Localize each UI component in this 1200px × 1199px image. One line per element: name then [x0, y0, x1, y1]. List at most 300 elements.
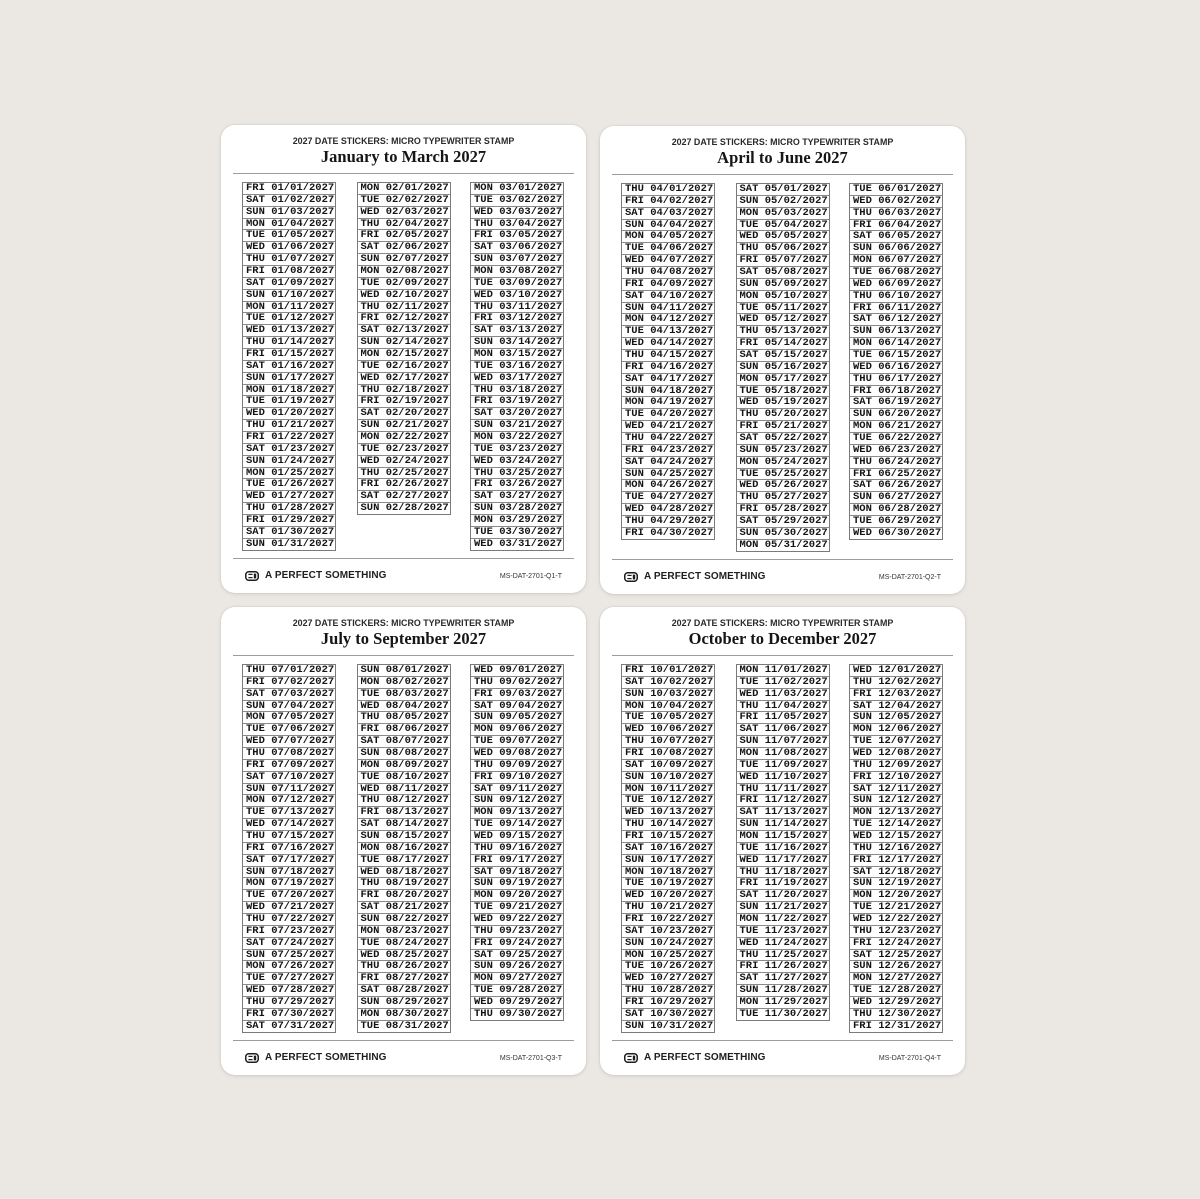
date-sticker: TUE 08/31/2027: [358, 1020, 450, 1032]
date-sticker: WED 03/10/2027: [471, 289, 563, 301]
date-sticker: SAT 07/03/2027: [243, 688, 335, 700]
month-column: [357, 664, 451, 1033]
date-sticker: SAT 03/27/2027: [471, 490, 563, 502]
date-sticker: SUN 05/16/2027: [737, 361, 829, 373]
date-sticker: MON 12/06/2027: [850, 723, 942, 735]
date-sticker: WED 06/23/2027: [850, 444, 942, 456]
date-sticker: WED 10/27/2027: [622, 972, 714, 984]
date-sticker: WED 07/28/2027: [243, 984, 335, 996]
date-sticker: MON 07/19/2027: [243, 877, 335, 889]
date-sticker: THU 06/24/2027: [850, 456, 942, 468]
date-sticker: SAT 06/19/2027: [850, 396, 942, 408]
sticker-sheet-q4: [600, 607, 965, 1075]
date-sticker: FRI 02/19/2027: [358, 395, 450, 407]
date-sticker: TUE 01/19/2027: [243, 395, 335, 407]
date-sticker: THU 01/14/2027: [243, 336, 335, 348]
date-sticker: MON 01/11/2027: [243, 301, 335, 313]
date-sticker: TUE 02/16/2027: [358, 360, 450, 372]
date-sticker: MON 11/01/2027: [739, 665, 828, 676]
date-sticker: WED 02/24/2027: [358, 455, 450, 467]
date-sticker: WED 08/25/2027: [358, 949, 450, 961]
date-sticker: THU 10/21/2027: [622, 901, 714, 913]
date-sticker: THU 04/01/2027: [625, 184, 714, 195]
date-sticker: TUE 05/25/2027: [737, 468, 829, 480]
month-column: [849, 664, 943, 1033]
date-sticker: THU 12/09/2027: [850, 759, 942, 771]
date-sticker: TUE 01/26/2027: [243, 478, 335, 490]
date-sticker: SUN 10/24/2027: [622, 937, 714, 949]
date-sticker: WED 11/10/2027: [737, 771, 829, 783]
date-sticker: SUN 03/07/2027: [471, 253, 563, 265]
date-sticker: TUE 04/13/2027: [622, 325, 714, 337]
date-sticker: SUN 01/24/2027: [243, 455, 335, 467]
date-sticker: SAT 01/16/2027: [243, 360, 335, 372]
date-sticker: SUN 09/12/2027: [471, 794, 563, 806]
date-sticker: FRI 02/26/2027: [358, 478, 450, 490]
date-sticker: TUE 12/28/2027: [850, 984, 942, 996]
date-sticker: FRI 08/13/2027: [358, 806, 450, 818]
date-sticker: WED 10/13/2027: [622, 806, 714, 818]
date-sticker: TUE 12/07/2027: [850, 735, 942, 747]
date-sticker: SUN 10/31/2027: [622, 1020, 714, 1032]
date-sticker: SAT 11/27/2027: [737, 972, 829, 984]
date-sticker: SAT 07/31/2027: [243, 1020, 335, 1032]
sku-code: MS-DAT-2701-Q2-T: [878, 574, 941, 581]
date-sticker: WED 09/29/2027: [471, 996, 563, 1008]
date-sticker: FRI 01/29/2027: [243, 514, 335, 526]
date-sticker: SUN 04/04/2027: [622, 219, 714, 231]
date-sticker: TUE 07/06/2027: [243, 723, 335, 735]
date-sticker: FRI 11/26/2027: [737, 960, 829, 972]
date-sticker: SUN 03/14/2027: [471, 336, 563, 348]
date-sticker: TUE 10/05/2027: [622, 711, 714, 723]
date-sticker: SAT 10/02/2027: [622, 676, 714, 688]
brand-name: A PERFECT SOMETHING: [265, 1052, 387, 1063]
divider: [612, 655, 953, 656]
date-sticker: TUE 07/20/2027: [243, 889, 335, 901]
date-sticker: MON 05/10/2027: [737, 290, 829, 302]
date-sticker: TUE 09/07/2027: [471, 735, 563, 747]
date-sticker: FRI 06/11/2027: [850, 302, 942, 314]
date-sticker: MON 02/15/2027: [358, 348, 450, 360]
date-sticker: FRI 02/12/2027: [358, 312, 450, 324]
date-sticker: SAT 10/23/2027: [622, 925, 714, 937]
date-sticker: THU 05/20/2027: [737, 408, 829, 420]
date-sticker: WED 07/07/2027: [243, 735, 335, 747]
date-sticker: SAT 05/15/2027: [737, 349, 829, 361]
date-sticker: SUN 07/25/2027: [243, 949, 335, 961]
date-sticker: FRI 04/02/2027: [622, 195, 714, 207]
date-sticker: FRI 07/23/2027: [243, 925, 335, 937]
date-sticker: TUE 05/18/2027: [737, 385, 829, 397]
date-sticker: WED 02/17/2027: [358, 372, 450, 384]
date-sticker: MON 05/31/2027: [737, 539, 829, 551]
date-sticker: SUN 09/26/2027: [471, 960, 563, 972]
date-sticker: FRI 08/27/2027: [358, 972, 450, 984]
date-sticker: TUE 09/21/2027: [471, 901, 563, 913]
date-sticker: FRI 03/12/2027: [471, 312, 563, 324]
brand-logo-icon: [624, 1053, 638, 1063]
date-sticker: TUE 02/09/2027: [358, 277, 450, 289]
date-sticker: SAT 01/30/2027: [243, 526, 335, 538]
date-sticker: WED 12/08/2027: [850, 747, 942, 759]
date-sticker: WED 04/28/2027: [622, 503, 714, 515]
date-sticker: FRI 03/26/2027: [471, 478, 563, 490]
divider: [612, 1040, 953, 1041]
date-sticker: THU 08/12/2027: [358, 794, 450, 806]
date-sticker: MON 09/06/2027: [471, 723, 563, 735]
date-sticker: WED 01/27/2027: [243, 490, 335, 502]
date-sticker: WED 04/14/2027: [622, 337, 714, 349]
date-sticker: SAT 08/14/2027: [358, 818, 450, 830]
date-sticker: THU 03/18/2027: [471, 384, 563, 396]
date-sticker: SAT 07/17/2027: [243, 854, 335, 866]
date-sticker: FRI 07/30/2027: [243, 1008, 335, 1020]
date-sticker: SAT 08/21/2027: [358, 901, 450, 913]
date-sticker: MON 12/13/2027: [850, 806, 942, 818]
date-sticker: TUE 03/16/2027: [471, 360, 563, 372]
sku-code: MS-DAT-2701-Q1-T: [499, 573, 562, 580]
date-sticker: SAT 01/23/2027: [243, 443, 335, 455]
date-sticker: SAT 03/06/2027: [471, 241, 563, 253]
date-sticker: TUE 04/27/2027: [622, 491, 714, 503]
brand-name: A PERFECT SOMETHING: [644, 571, 766, 582]
date-sticker: FRI 07/02/2027: [243, 676, 335, 688]
date-sticker: MON 11/15/2027: [737, 830, 829, 842]
date-sticker: MON 09/20/2027: [471, 889, 563, 901]
date-sticker: TUE 06/22/2027: [850, 432, 942, 444]
date-sticker: WED 01/13/2027: [243, 324, 335, 336]
date-sticker: SAT 09/25/2027: [471, 949, 563, 961]
date-sticker: SUN 11/14/2027: [737, 818, 829, 830]
date-sticker: SAT 02/27/2027: [358, 490, 450, 502]
date-sticker: THU 12/30/2027: [850, 1008, 942, 1020]
date-sticker: MON 11/29/2027: [737, 996, 829, 1008]
date-sticker: THU 07/15/2027: [243, 830, 335, 842]
sheet-header: 2027 DATE STICKERS: MICRO TYPEWRITER STAMP: [292, 618, 515, 628]
date-sticker: TUE 11/23/2027: [737, 925, 829, 937]
date-sticker: THU 07/29/2027: [243, 996, 335, 1008]
brand-name: A PERFECT SOMETHING: [265, 570, 387, 581]
brand-name: A PERFECT SOMETHING: [644, 1052, 766, 1063]
date-sticker: WED 01/20/2027: [243, 407, 335, 419]
date-sticker: MON 11/22/2027: [737, 913, 829, 925]
date-sticker: MON 08/23/2027: [358, 925, 450, 937]
date-sticker: TUE 02/23/2027: [358, 443, 450, 455]
date-sticker: THU 09/16/2027: [471, 842, 563, 854]
date-columns: [621, 183, 945, 555]
date-sticker: SUN 05/09/2027: [737, 278, 829, 290]
divider: [612, 559, 953, 560]
date-sticker: WED 06/16/2027: [850, 361, 942, 373]
date-sticker: FRI 12/10/2027: [850, 771, 942, 783]
date-sticker: SUN 03/28/2027: [471, 502, 563, 514]
date-sticker: THU 05/27/2027: [737, 491, 829, 503]
date-sticker: MON 08/16/2027: [358, 842, 450, 854]
date-sticker: FRI 05/14/2027: [737, 337, 829, 349]
date-sticker: MON 10/18/2027: [622, 866, 714, 878]
date-sticker: WED 06/30/2027: [850, 527, 942, 539]
date-sticker: WED 05/12/2027: [737, 313, 829, 325]
sheet-title: October to December 2027: [688, 629, 877, 648]
date-sticker: TUE 06/01/2027: [853, 184, 942, 195]
date-sticker: WED 08/04/2027: [358, 700, 450, 712]
date-sticker: THU 12/02/2027: [850, 676, 942, 688]
date-sticker: SAT 10/30/2027: [622, 1008, 714, 1020]
date-sticker: TUE 03/30/2027: [471, 526, 563, 538]
date-sticker: SUN 08/01/2027: [360, 665, 449, 676]
date-sticker: TUE 12/14/2027: [850, 818, 942, 830]
date-sticker: FRI 07/16/2027: [243, 842, 335, 854]
date-sticker: MON 03/29/2027: [471, 514, 563, 526]
date-sticker: MON 05/17/2027: [737, 373, 829, 385]
date-sticker: THU 06/03/2027: [850, 207, 942, 219]
date-sticker: MON 09/13/2027: [471, 806, 563, 818]
date-sticker: THU 10/28/2027: [622, 984, 714, 996]
date-sticker: SUN 10/10/2027: [622, 771, 714, 783]
date-sticker: FRI 05/28/2027: [737, 503, 829, 515]
date-sticker: WED 11/24/2027: [737, 937, 829, 949]
date-sticker: FRI 12/03/2027: [850, 688, 942, 700]
sheet-footer: [221, 570, 586, 582]
date-sticker: THU 04/29/2027: [622, 515, 714, 527]
date-sticker: SUN 08/22/2027: [358, 913, 450, 925]
date-sticker: WED 08/11/2027: [358, 783, 450, 795]
date-sticker: THU 09/23/2027: [471, 925, 563, 937]
date-sticker: MON 06/14/2027: [850, 337, 942, 349]
date-sticker: TUE 06/29/2027: [850, 515, 942, 527]
sheet-title: April to June 2027: [717, 148, 848, 167]
date-sticker: WED 05/19/2027: [737, 396, 829, 408]
month-column: [242, 664, 336, 1033]
date-sticker: MON 11/08/2027: [737, 747, 829, 759]
date-sticker: THU 08/19/2027: [358, 877, 450, 889]
date-sticker: WED 10/06/2027: [622, 723, 714, 735]
date-sticker: TUE 03/09/2027: [471, 277, 563, 289]
date-sticker: WED 12/01/2027: [853, 665, 942, 676]
sku-code: MS-DAT-2701-Q3-T: [499, 1055, 562, 1062]
month-column: [357, 182, 451, 515]
date-sticker: THU 12/23/2027: [850, 925, 942, 937]
date-sticker: SUN 07/04/2027: [243, 700, 335, 712]
date-sticker: SAT 07/24/2027: [243, 937, 335, 949]
date-sticker: TUE 06/15/2027: [850, 349, 942, 361]
date-sticker: WED 01/06/2027: [243, 241, 335, 253]
date-sticker: FRI 10/08/2027: [622, 747, 714, 759]
date-sticker: TUE 01/05/2027: [243, 229, 335, 241]
date-sticker: WED 02/10/2027: [358, 289, 450, 301]
date-sticker: FRI 01/01/2027: [246, 183, 335, 194]
date-sticker: SUN 10/17/2027: [622, 854, 714, 866]
sheet-footer: [221, 1052, 586, 1064]
date-sticker: TUE 10/12/2027: [622, 794, 714, 806]
date-sticker: WED 12/22/2027: [850, 913, 942, 925]
date-sticker: THU 09/02/2027: [471, 676, 563, 688]
date-sticker: FRI 05/21/2027: [737, 420, 829, 432]
date-sticker: SAT 11/13/2027: [737, 806, 829, 818]
date-sticker: SAT 05/29/2027: [737, 515, 829, 527]
date-sticker: SAT 04/24/2027: [622, 456, 714, 468]
date-sticker: SAT 01/09/2027: [243, 277, 335, 289]
date-sticker: THU 05/13/2027: [737, 325, 829, 337]
date-sticker: SAT 03/13/2027: [471, 324, 563, 336]
date-sticker: THU 12/16/2027: [850, 842, 942, 854]
date-sticker: TUE 08/10/2027: [358, 771, 450, 783]
date-sticker: SUN 11/28/2027: [737, 984, 829, 996]
date-sticker: THU 01/21/2027: [243, 419, 335, 431]
sheet-title: July to September 2027: [320, 629, 487, 648]
date-sticker: TUE 10/19/2027: [622, 877, 714, 889]
date-sticker: FRI 12/24/2027: [850, 937, 942, 949]
date-sticker: SUN 07/18/2027: [243, 866, 335, 878]
date-sticker: TUE 01/12/2027: [243, 312, 335, 324]
date-sticker: SAT 04/03/2027: [622, 207, 714, 219]
date-sticker: FRI 06/25/2027: [850, 468, 942, 480]
date-sticker: SAT 08/28/2027: [358, 984, 450, 996]
date-sticker: WED 05/26/2027: [737, 479, 829, 491]
date-sticker: THU 06/17/2027: [850, 373, 942, 385]
date-sticker: WED 12/15/2027: [850, 830, 942, 842]
date-sticker: MON 02/01/2027: [360, 183, 449, 194]
date-sticker: SUN 08/08/2027: [358, 747, 450, 759]
date-sticker: FRI 04/09/2027: [622, 278, 714, 290]
date-sticker: TUE 06/08/2027: [850, 266, 942, 278]
date-sticker: SUN 02/28/2027: [358, 502, 450, 514]
date-sticker: THU 04/15/2027: [622, 349, 714, 361]
date-sticker: MON 06/28/2027: [850, 503, 942, 515]
sticker-sheet-q3: [221, 607, 586, 1075]
date-sticker: THU 03/25/2027: [471, 467, 563, 479]
date-sticker: WED 11/17/2027: [737, 854, 829, 866]
date-sticker: FRI 10/01/2027: [625, 665, 714, 676]
date-sticker: TUE 09/28/2027: [471, 984, 563, 996]
date-sticker: TUE 05/04/2027: [737, 219, 829, 231]
date-sticker: SAT 08/07/2027: [358, 735, 450, 747]
date-sticker: THU 01/07/2027: [243, 253, 335, 265]
date-sticker: THU 02/11/2027: [358, 301, 450, 313]
date-sticker: SAT 12/11/2027: [850, 783, 942, 795]
date-sticker: SUN 06/13/2027: [850, 325, 942, 337]
date-sticker: SAT 12/25/2027: [850, 949, 942, 961]
date-sticker: TUE 07/13/2027: [243, 806, 335, 818]
date-sticker: THU 10/07/2027: [622, 735, 714, 747]
date-sticker: SUN 11/21/2027: [737, 901, 829, 913]
date-sticker: WED 09/15/2027: [471, 830, 563, 842]
date-sticker: FRI 06/18/2027: [850, 385, 942, 397]
date-sticker: WED 03/03/2027: [471, 206, 563, 218]
date-sticker: FRI 10/15/2027: [622, 830, 714, 842]
date-sticker: FRI 04/30/2027: [622, 527, 714, 539]
date-sticker: SAT 05/01/2027: [739, 184, 828, 195]
date-sticker: TUE 08/17/2027: [358, 854, 450, 866]
date-sticker: WED 04/21/2027: [622, 420, 714, 432]
date-sticker: MON 10/04/2027: [622, 700, 714, 712]
date-sticker: THU 09/30/2027: [471, 1008, 563, 1020]
month-column: [621, 664, 715, 1033]
date-sticker: WED 06/02/2027: [850, 195, 942, 207]
date-sticker: MON 08/30/2027: [358, 1008, 450, 1020]
date-sticker: WED 03/17/2027: [471, 372, 563, 384]
date-sticker: SUN 08/29/2027: [358, 996, 450, 1008]
date-sticker: SUN 05/23/2027: [737, 444, 829, 456]
sheet-title: January to March 2027: [320, 147, 487, 166]
date-sticker: FRI 10/29/2027: [622, 996, 714, 1008]
date-sticker: SAT 10/16/2027: [622, 842, 714, 854]
date-sticker: SAT 11/06/2027: [737, 723, 829, 735]
date-sticker: TUE 08/24/2027: [358, 937, 450, 949]
date-sticker: MON 07/05/2027: [243, 711, 335, 723]
date-sticker: FRI 09/17/2027: [471, 854, 563, 866]
date-sticker: MON 01/25/2027: [243, 467, 335, 479]
date-sticker: SUN 01/10/2027: [243, 289, 335, 301]
date-sticker: TUE 11/02/2027: [737, 676, 829, 688]
sheet-footer: [600, 571, 965, 583]
date-sticker: SAT 09/18/2027: [471, 866, 563, 878]
date-sticker: THU 02/25/2027: [358, 467, 450, 479]
date-sticker: FRI 07/09/2027: [243, 759, 335, 771]
date-sticker: MON 03/01/2027: [474, 183, 563, 194]
date-sticker: FRI 12/31/2027: [850, 1020, 942, 1032]
date-sticker: MON 04/12/2027: [622, 313, 714, 325]
date-sticker: MON 01/04/2027: [243, 218, 335, 230]
date-columns: [242, 182, 566, 554]
date-sticker: SAT 12/04/2027: [850, 700, 942, 712]
date-sticker: SUN 05/30/2027: [737, 527, 829, 539]
date-sticker: THU 11/04/2027: [737, 700, 829, 712]
date-sticker: SUN 02/14/2027: [358, 336, 450, 348]
date-sticker: MON 05/24/2027: [737, 456, 829, 468]
date-sticker: SUN 04/18/2027: [622, 385, 714, 397]
date-columns: [621, 664, 945, 1036]
date-sticker: FRI 04/16/2027: [622, 361, 714, 373]
sticker-sheet-q1: [221, 125, 586, 593]
date-sticker: SUN 09/19/2027: [471, 877, 563, 889]
divider: [612, 174, 953, 175]
date-sticker: THU 08/05/2027: [358, 711, 450, 723]
date-sticker: SAT 09/04/2027: [471, 700, 563, 712]
date-sticker: SUN 09/05/2027: [471, 711, 563, 723]
date-sticker: SAT 06/12/2027: [850, 313, 942, 325]
date-sticker: THU 03/11/2027: [471, 301, 563, 313]
divider: [233, 1040, 574, 1041]
date-sticker: SUN 07/11/2027: [243, 783, 335, 795]
date-sticker: MON 02/08/2027: [358, 265, 450, 277]
date-sticker: TUE 11/09/2027: [737, 759, 829, 771]
date-sticker: MON 08/09/2027: [358, 759, 450, 771]
date-sticker: TUE 11/30/2027: [737, 1008, 829, 1020]
brand-logo-icon: [245, 571, 259, 581]
date-sticker: THU 05/06/2027: [737, 242, 829, 254]
brand-logo-icon: [624, 572, 638, 582]
month-column: [470, 664, 564, 1021]
date-sticker: SUN 03/21/2027: [471, 419, 563, 431]
date-sticker: TUE 07/27/2027: [243, 972, 335, 984]
date-sticker: WED 10/20/2027: [622, 889, 714, 901]
date-sticker: MON 02/22/2027: [358, 431, 450, 443]
date-sticker: THU 11/11/2027: [737, 783, 829, 795]
date-sticker: SUN 02/07/2027: [358, 253, 450, 265]
date-sticker: TUE 12/21/2027: [850, 901, 942, 913]
date-sticker: FRI 09/03/2027: [471, 688, 563, 700]
date-sticker: SAT 06/05/2027: [850, 230, 942, 242]
date-sticker: SAT 11/20/2027: [737, 889, 829, 901]
date-sticker: THU 09/09/2027: [471, 759, 563, 771]
date-sticker: THU 07/01/2027: [246, 665, 335, 676]
date-sticker: TUE 09/14/2027: [471, 818, 563, 830]
date-sticker: FRI 11/19/2027: [737, 877, 829, 889]
date-sticker: SUN 06/20/2027: [850, 408, 942, 420]
date-sticker: SUN 12/05/2027: [850, 711, 942, 723]
